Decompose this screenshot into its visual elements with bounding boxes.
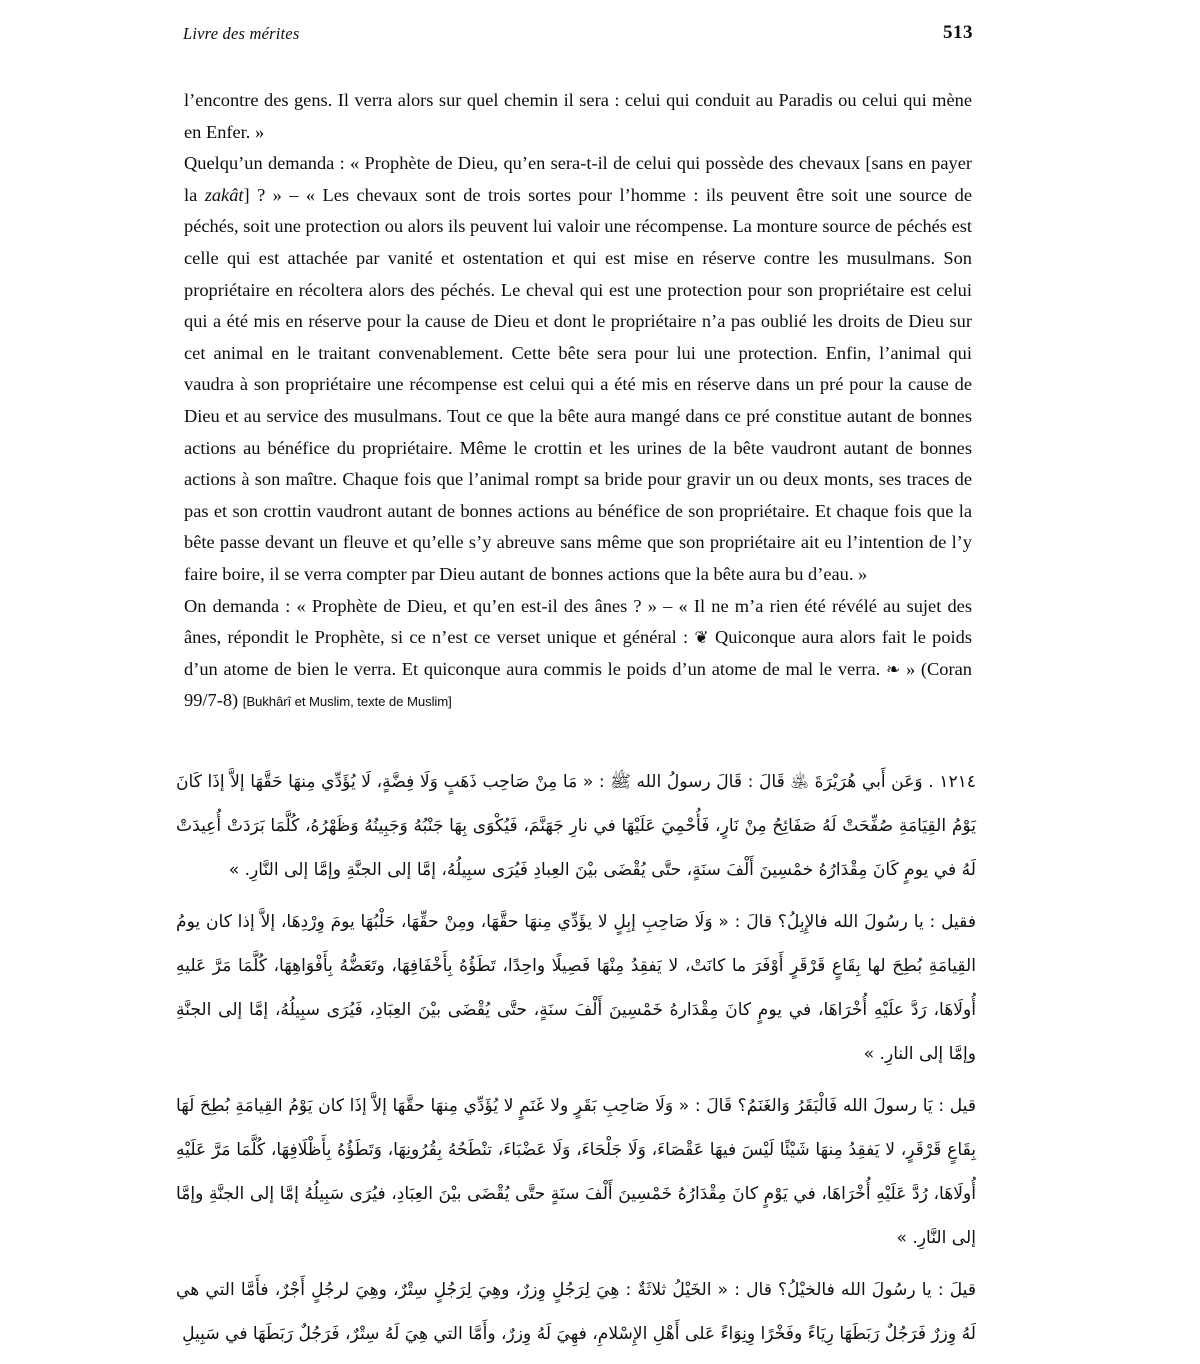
page-number: 513 [943,22,973,43]
arabic-paragraph-cattle-sheep: قيل : يَا رسولَ الله فَالْبَقَرُ وَالغَنَمُ؟ قَالَ : « وَلَا صَاحِبِ بَقَرٍ ولا غَنَمٍ لا يُؤَدِّي مِنهَا حقَّهَا إلاَّ إذَا كان يَوْمُ القِيامَةِ بُطِحَ لَهَا بِقَاعٍ قَرْقَرٍ، لا يَفقِدُ مِنهَا شَيْئًا لَيْسَ فيهَا عَقْصَاءَ، وَلَا جَلْحَاءَ، وَلَا عَضْبَاءَ، تنْطَحُهُ بِقُرُونِهَا، وَتَطَؤُهُ بِأَظْلَافِهَا، كُلَّمَا مَرَّ عَلَيْهِ أُولَاهَا، رُدَّ عَلَيْهِ أُخْرَاهَا، في يَوْمٍ كانَ مِقْدَارُهُ خَمْسِينَ أَلْفَ سنَةٍ حتَّى يُقْضَى بيْنَ العِبَادِ، فيُرَى سَبِيلُهُ إمَّا إلى الجنَّةِ وإمَّا إلى النَّارِ. » [176,1096,976,1248]
arabic-paragraph-camels: فقيل : يا رسُولَ الله فالإِبِلُ؟ قالَ : « وَلَا صَاحِبِ إبِلٍ لا يؤَدِّي مِنهَا حقَّهَا، ومِنْ حقِّهَا، حَلْبُهَا يومَ وِرْدِهَا، إلاَّ إذا كان يومُ القِيامَةِ بُطِحَ لها بِقَاعٍ قَرْقَرٍ أَوْفَرَ ما كانَتْ، لا يَفقِدُ مِنْهَا فَصِيلًا واحِدًا، تَطَؤُهُ بِأَخْفَافِهَا، وتَعَضُّهُ بِأَفْوَاهِهَا، كُلَّمَا مَرَّ عَليهِ أُولَاهَا، رَدَّ علَيْهِ أُخْرَاهَا، في يومٍ كانَ مِقْدَارهُ خَمْسِينَ أَلْفَ سنَةٍ، حتَّى يُقْضَى بيْنَ العِبَادِ، فَيُرَى سبِيلُهُ، إمَّا إلى الجنَّةِ وإمَّا إلى النارِ. » [176,912,976,1064]
french-body-text [184,85,972,718]
quran-open-ornament-icon: ❦ [694,628,709,648]
arabic-paragraph-gold-silver: ١٢١٤ . وَعَن أَبي هُرَيْرَةَ ﵁ قَالَ : قَالَ رسولُ الله ﷺ : « مَا مِنْ صَاحِب ذَهَبٍ وَلَا فِضَّةٍ، لَا يُؤَدِّي مِنهَا حَقَّهَا إلاَّ إذَا كَانَ يَوْمُ القِيَامَةِ صُفِّحَتْ لَهُ صَفَائِحُ مِنْ نَارٍ، فَأُحْمِيَ عَلَيْهَا في نارِ جَهَنَّمَ، فَيُكْوَى بِهَا جَنْبُهُ وَجَبِينُهُ وَظَهْرُهُ، كُلَّمَا بَرَدَتْ أُعِيدَتْ لَهُ في يومٍ كَانَ مِقْدَارُهُ خمْسِينَ أَلْفَ سنَةٍ، حتَّى يُقْضَى بيْنَ العِبادِ فَيُرَى سبِيلُهُ، إمَّا إلى الجنَّةِ وإمَّا إلى النَّارِ. » [176,772,976,880]
paragraph-continuation: l’encontre des gens. Il verra alors sur quel chemin il sera : celui qui conduit au Paradis ou celui qui mène en Enfer. » [184,90,972,142]
arabic-hadith-text [176,760,976,1364]
running-head [183,24,973,50]
paragraph-donkeys: On demanda : « Prophète de Dieu, et qu’en est-il des ânes ? » – « Il ne m’a rien été révélé au sujet des ânes, répondit le Prophète, si ce n’est ce verset unique et général : ❦ Quiconque aura alors fait le poids d’un atome de bien le verra. Et quiconque aura commis le poids d’un atome de mal le verra. ❧ » (Coran 99/7-8) [Bukhârî et Muslim, texte de Muslim] [184,595,972,711]
source-reference: [Bukhârî et Muslim, texte de Muslim] [242,694,452,710]
paragraph-horses: Quelqu’un demanda : « Prophète de Dieu, qu’en sera-t-il de celui qui possède des chevaux [sans en payer la zakât] ? » – « Les chevaux sont de trois sortes pour l’homme : ils peuvent être soit une source de péchés, soit une protection ou alors ils peuvent lui valoir une récompense. La monture source de péchés est celle qui est attachée par vanité et ostentation et qui est mise en réserve contre les musulmans. Son propriétaire en récoltera alors des péchés. Le cheval qui est une protection pour son propriétaire est celui qui a été mis en réserve pour la cause de Dieu et dont le propriétaire n’a pas oublié les droits de Dieu sur cet animal en le traitant convenablement. Cette bête sera pour lui une protection. Enfin, l’animal qui vaudra à son propriétaire une récompense est celui qui a été mis en réserve dans un pré pour la cause de Dieu et au service des musulmans. Tout ce que la bête aura mangé dans ce pré constitue autant de bonnes actions au bénéfice du propriétaire. Même le crottin et les urines de la bête vaudront autant de bonnes actions à son maître. Chaque fois que l’animal rompt sa bride pour gravir un ou deux monts, ses traces de pas et son crottin vaudront autant de bonnes actions au bénéfice de son propriétaire. Et chaque fois que la bête passe devant un fleuve et qu’elle s’y abreuve sans même que son propriétaire ait eu l’intention de l’y faire boire, il se verra compter par Dieu autant de bonnes actions que la bête aura bu d’eau. » [184,153,972,584]
arabic-paragraph-horses: قيلَ : يا رسُولَ الله فالخيْلُ؟ قال : « الخَيْلُ ثلاثَةٌ : هِيَ لِرَجُلٍ وِزرٌ، وهِيَ لِرَجُلٍ سِتْرٌ، وهِيَ لرجُلٍ أَجْرٌ، فأَمَّا التي هي لَهُ وِزرٌ فَرَجُلٌ رَبَطَهَا رِيَاءً وفَخْرًا وِنِوَاءً عَلى أَهْلِ الإِسْلامِ، فهِيَ لَهُ وِزرٌ، وأَمَّا التي هِيَ لَهُ سِتْرٌ، فَرَجُلٌ رَبَطَهَا في سَبِيلِ [176,1280,976,1344]
italic-term: zakât [204,184,244,205]
running-head-title: Livre des mérites [183,24,300,43]
quran-close-ornament-icon: ❧ [885,659,901,679]
